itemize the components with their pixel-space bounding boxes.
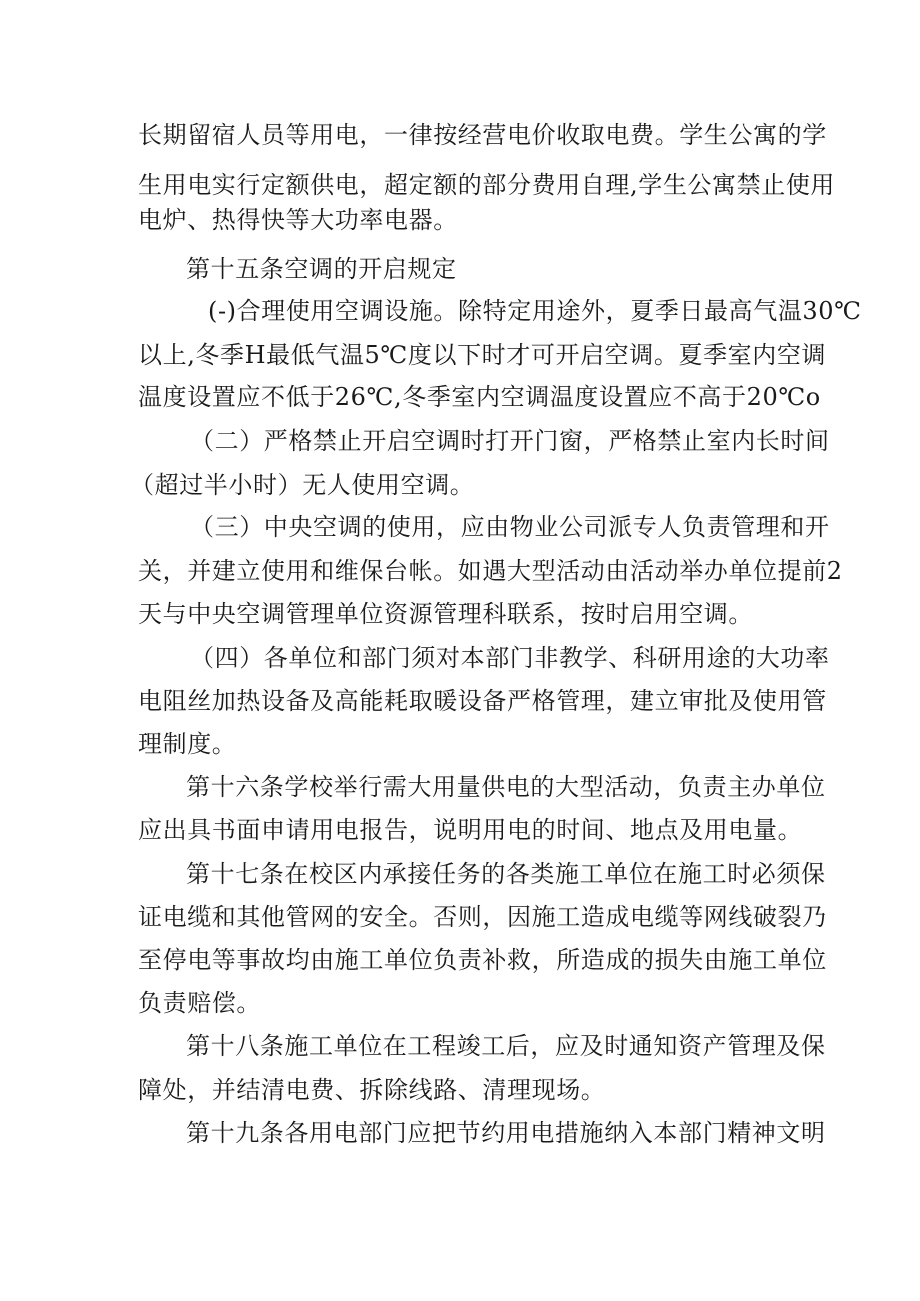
text-line: 第十七条在校区内承接任务的各类施工单位在施工时必须保 [186,860,826,888]
text-line: 长期留宿人员等用电，一律按经营电价收取电费。学生公寓的学 [138,121,827,149]
section-heading: 第十五条空调的开启规定 [186,255,457,283]
text-line: （四）各单位和部门须对本部门非教学、科研用途的大功率 [190,644,830,672]
text-line: 第十九条各用电部门应把节约用电措施纳入本部门精神文明 [186,1119,826,1147]
text-line: 天与中央空调管理单位资源管理科联系，按时启用空调。 [138,600,753,628]
text-line: （超过半小时）无人使用空调。 [130,471,475,499]
text-line: 电阻丝加热设备及高能耗取暖设备严格管理，建立审批及使用管 [138,687,827,715]
text-line: 第十八条施工单位在工程竣工后，应及时通知资产管理及保 [186,1032,826,1060]
text-line: (-)合理使用空调设施。除特定用途外，夏季日最高气温30℃ [208,297,862,325]
text-line: 关，并建立使用和维保台帐。如遇大型活动由活动举办单位提前2 [138,557,843,585]
text-line: 应出具书面申请用电报告，说明用电的时间、地点及用电量。 [138,816,803,844]
text-line: 第十六条学校举行需大用量供电的大型活动，负责主办单位 [186,773,826,801]
text-line: 理制度。 [138,730,237,758]
text-line: （三）中央空调的使用，应由物业公司派专人负责管理和开 [190,513,830,541]
text-line: 电炉、热得快等大功率电器。 [138,206,458,234]
text-line: 至停电等事故均由施工单位负责补救，所造成的损失由施工单位 [138,946,827,974]
text-line: 温度设置应不低于26℃,冬季室内空调温度设置应不高于20℃o [138,383,821,411]
text-line: 证电缆和其他管网的安全。否则，因施工造成电缆等网线破裂乃 [138,903,827,931]
text-line: （二）严格禁止开启空调时打开门窗，严格禁止室内长时间 [190,427,830,455]
text-line: 以上,冬季H最低气温5℃度以下时才可开启空调。夏季室内空调 [138,341,827,369]
text-line: 生用电实行定额供电，超定额的部分费用自理,学生公寓禁止使用 [138,171,836,199]
text-line: 负责赔偿。 [138,989,261,1017]
text-line: 障处，并结清电费、拆除线路、清理现场。 [138,1076,606,1104]
